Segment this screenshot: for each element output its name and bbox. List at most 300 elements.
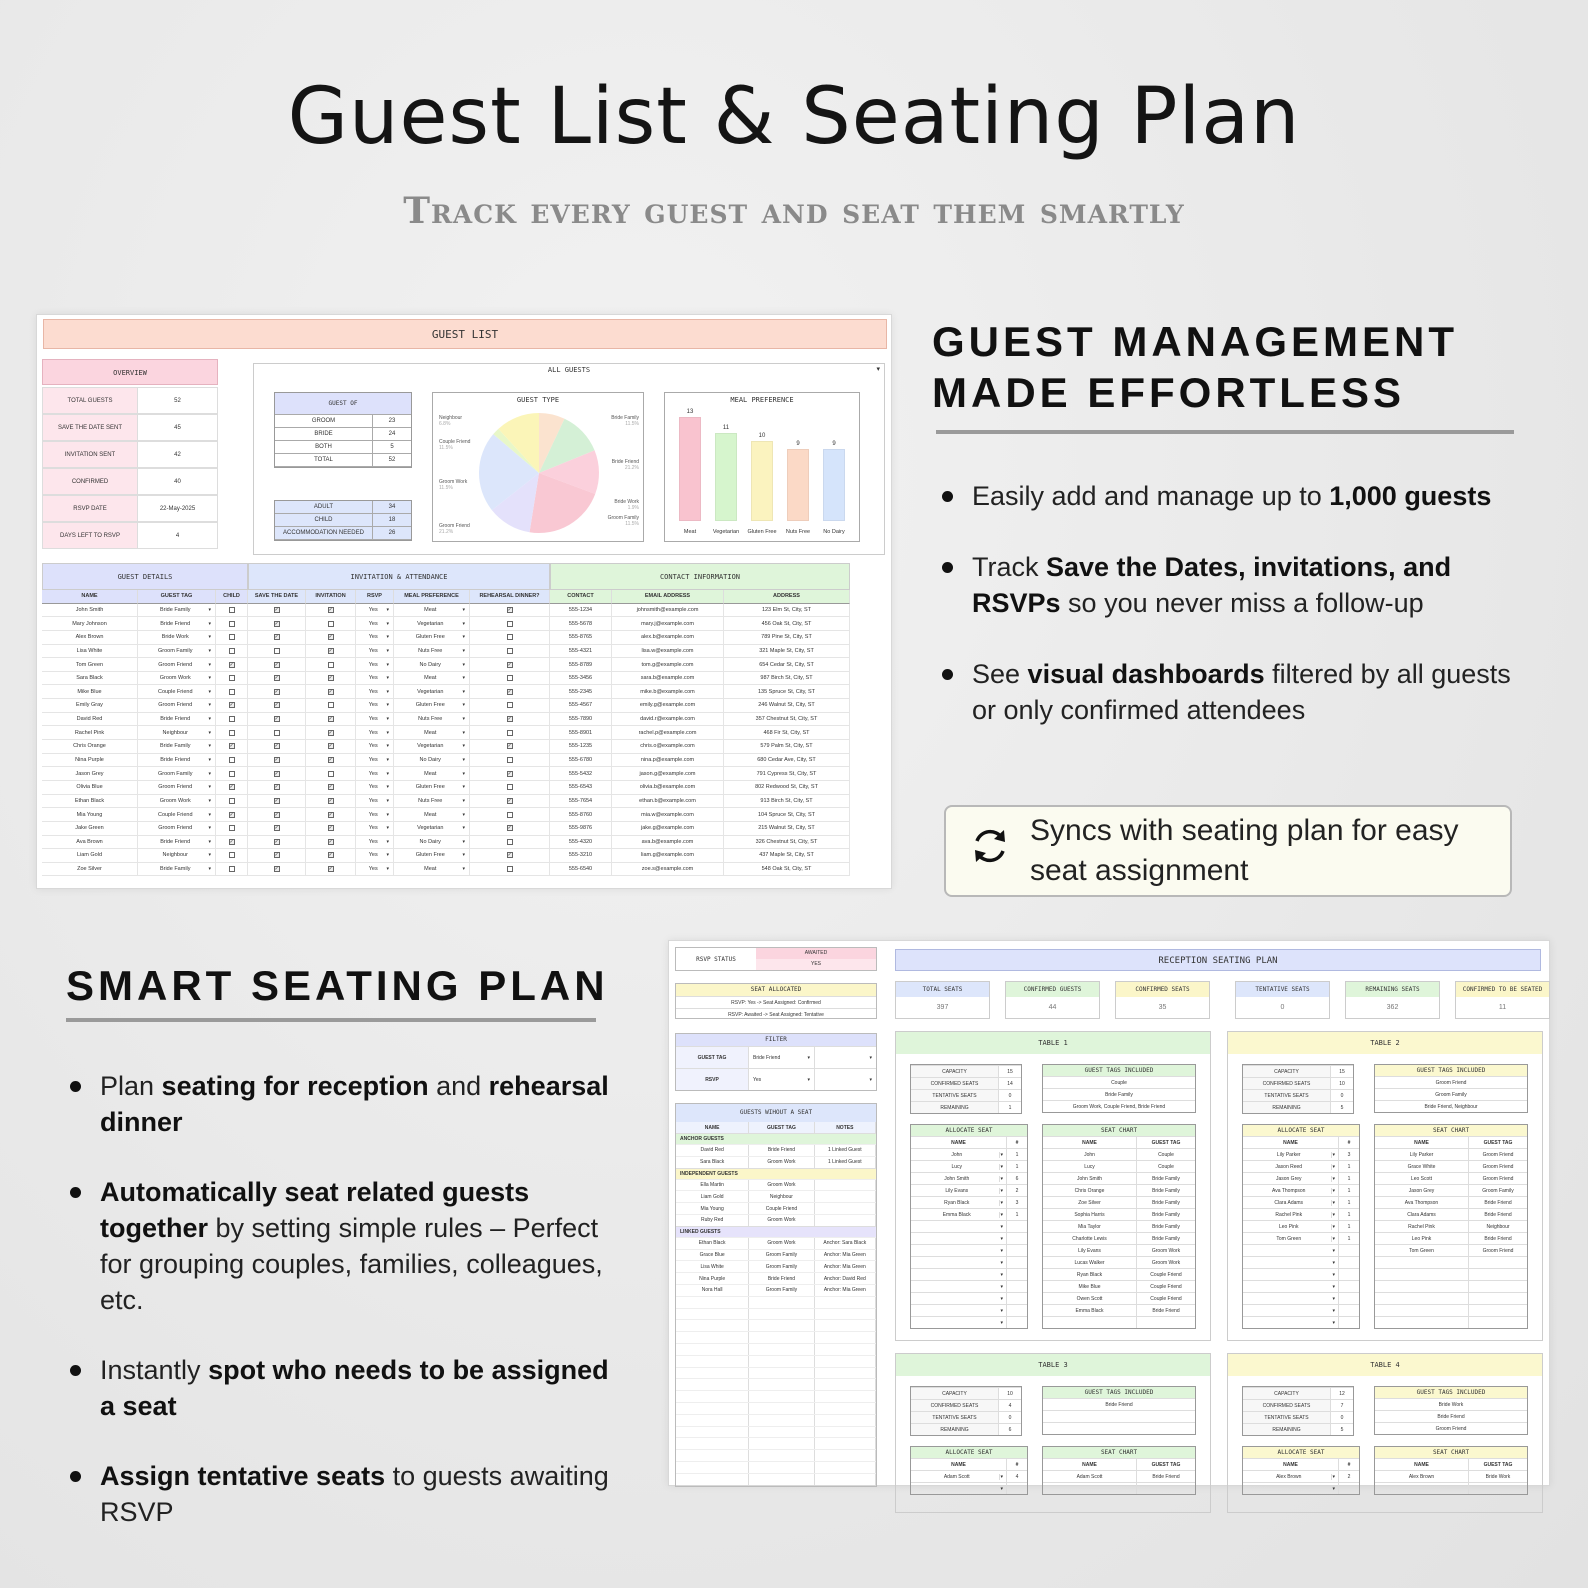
- checkbox[interactable]: [229, 866, 235, 872]
- checkbox[interactable]: [229, 607, 235, 613]
- ws-group-label: ANCHOR GUESTS: [676, 1133, 876, 1144]
- checkbox[interactable]: [507, 702, 513, 708]
- table-cell: Nina Purple: [42, 754, 138, 768]
- table-cell: [356, 740, 394, 754]
- checkbox[interactable]: [507, 621, 513, 627]
- checkbox[interactable]: ✓: [328, 675, 333, 682]
- allocate-row[interactable]: [911, 1244, 1027, 1256]
- dropdown-arrow-icon[interactable]: ▾: [208, 647, 211, 654]
- checkbox[interactable]: [507, 812, 513, 818]
- stat-label: TENTATIVE SEATS: [911, 1090, 999, 1101]
- kpi-label: CONFIRMED SEATS: [1116, 982, 1209, 997]
- allocate-col-num: #: [1347, 1139, 1351, 1146]
- allocate-row[interactable]: [911, 1304, 1027, 1316]
- checkbox[interactable]: ✓: [328, 852, 333, 859]
- checkbox[interactable]: [507, 839, 513, 845]
- dropdown-arrow-icon[interactable]: ▾: [462, 675, 465, 682]
- checkbox[interactable]: ✓: [274, 852, 279, 859]
- checkbox[interactable]: ✓: [229, 838, 234, 845]
- seat-chart-tag: Bride Work: [1485, 1473, 1511, 1480]
- dropdown-arrow-icon[interactable]: ▾: [386, 838, 389, 845]
- dropdown-arrow-icon[interactable]: ▾: [462, 784, 465, 791]
- checkbox[interactable]: [507, 866, 513, 872]
- allocate-row[interactable]: [911, 1172, 1027, 1184]
- dropdown-arrow-icon[interactable]: ▾: [462, 852, 465, 859]
- table-row[interactable]: [42, 863, 888, 877]
- guest-list-header: GUEST LIST: [43, 319, 887, 349]
- checkbox[interactable]: ✓: [274, 675, 279, 682]
- checkbox[interactable]: [328, 662, 334, 668]
- dropdown-arrow-icon[interactable]: ▾: [462, 620, 465, 627]
- dropdown-arrow-icon[interactable]: ▾: [462, 647, 465, 654]
- dropdown-arrow-icon[interactable]: ▾: [208, 675, 211, 682]
- column-group-header: INVITATION & ATTENDANCE: [248, 563, 550, 590]
- filter-select-secondary[interactable]: [814, 1047, 876, 1068]
- dropdown-arrow-icon[interactable]: ▾: [386, 606, 389, 613]
- dropdown-arrow-icon[interactable]: ▾: [462, 716, 465, 723]
- checkbox[interactable]: ✓: [274, 716, 279, 723]
- allocate-row[interactable]: [1243, 1160, 1359, 1172]
- stat-row: [911, 1065, 1021, 1077]
- dropdown-arrow-icon[interactable]: ▾: [876, 366, 880, 373]
- checkbox[interactable]: ✓: [507, 606, 512, 613]
- sync-callout-text: [1020, 811, 1459, 891]
- ws-empty-row: [676, 1319, 876, 1331]
- dropdown-arrow-icon[interactable]: ▾: [386, 675, 389, 682]
- dropdown-arrow-icon[interactable]: ▾: [208, 716, 211, 723]
- checkbox[interactable]: ✓: [328, 688, 333, 695]
- checkbox[interactable]: [507, 675, 513, 681]
- seat-chart-tag: Couple Friend: [1150, 1283, 1182, 1290]
- seat-chart-tag: Bride Family: [1152, 1199, 1180, 1206]
- filter-select[interactable]: [748, 1069, 814, 1090]
- seat-chart-row: [1375, 1482, 1527, 1494]
- table-row[interactable]: [42, 767, 888, 781]
- allocate-row[interactable]: [911, 1470, 1027, 1482]
- checkbox[interactable]: [507, 784, 513, 790]
- checkbox[interactable]: ✓: [229, 743, 234, 750]
- allocate-row[interactable]: [1243, 1184, 1359, 1196]
- allocate-name: [911, 1483, 1007, 1494]
- allocate-row[interactable]: [1243, 1244, 1359, 1256]
- dropdown-value: No Dairy: [419, 838, 441, 845]
- dropdown-arrow-icon[interactable]: ▾: [208, 852, 211, 859]
- checkbox[interactable]: ✓: [328, 743, 333, 750]
- allocate-name: [911, 1293, 1007, 1304]
- allocate-name-text: Lily Parker: [1246, 1152, 1332, 1158]
- stat-label: TENTATIVE SEATS: [911, 1412, 999, 1423]
- checkbox[interactable]: [229, 689, 235, 695]
- table-cell: 246 Walnut St, City, ST: [724, 699, 850, 713]
- checkbox[interactable]: [229, 621, 235, 627]
- dropdown-arrow-icon[interactable]: ▾: [462, 838, 465, 845]
- ws-row: [676, 1156, 876, 1168]
- table-cell: [216, 685, 248, 699]
- dropdown-arrow-icon[interactable]: ▾: [462, 606, 465, 613]
- seat-chart-name: [1375, 1257, 1469, 1268]
- table-row[interactable]: [42, 672, 888, 686]
- checkbox[interactable]: ✓: [274, 688, 279, 695]
- dropdown-arrow-icon[interactable]: ▾: [208, 784, 211, 791]
- allocate-row[interactable]: [911, 1256, 1027, 1268]
- checkbox[interactable]: ✓: [274, 702, 279, 709]
- allocate-row[interactable]: [1243, 1470, 1359, 1482]
- allocate-seat-title: ALLOCATE SEAT: [911, 1125, 1027, 1136]
- ws-cell: [815, 1356, 876, 1367]
- table-row[interactable]: [42, 645, 888, 659]
- pie-label: [439, 439, 495, 451]
- dropdown-arrow-icon[interactable]: ▾: [462, 729, 465, 736]
- checkbox[interactable]: [274, 648, 280, 654]
- dropdown-arrow-icon: ▾: [1332, 1223, 1335, 1230]
- dropdown-arrow-icon[interactable]: ▾: [386, 797, 389, 804]
- allocate-row[interactable]: [1243, 1148, 1359, 1160]
- table-cell: 357 Chestnut St, City, ST: [724, 713, 850, 727]
- allocate-row[interactable]: [911, 1292, 1027, 1304]
- table-cell: 987 Birch St, City, ST: [724, 672, 850, 686]
- dropdown-value: Gluten Free: [415, 702, 445, 709]
- allocate-row[interactable]: [911, 1148, 1027, 1160]
- checkbox[interactable]: [229, 675, 235, 681]
- allocate-row[interactable]: [1243, 1208, 1359, 1220]
- table-row[interactable]: [42, 808, 888, 822]
- checkbox[interactable]: [229, 716, 235, 722]
- checkbox[interactable]: ✓: [274, 770, 279, 777]
- checkbox[interactable]: [229, 771, 235, 777]
- dropdown-arrow-icon[interactable]: ▾: [462, 797, 465, 804]
- dropdown-arrow-icon[interactable]: ▾: [208, 757, 211, 763]
- dropdown-arrow-icon[interactable]: ▾: [462, 757, 465, 763]
- checkbox[interactable]: ✓: [328, 647, 333, 654]
- dropdown-arrow-icon[interactable]: ▾: [386, 757, 389, 763]
- checkbox[interactable]: ✓: [229, 784, 234, 791]
- checkbox[interactable]: ✓: [328, 838, 333, 845]
- checkbox[interactable]: ✓: [328, 729, 333, 736]
- checkbox[interactable]: [229, 798, 235, 804]
- dropdown-arrow-icon[interactable]: ▾: [462, 770, 465, 777]
- checkbox[interactable]: [229, 852, 235, 858]
- dropdown-arrow-icon[interactable]: ▾: [208, 661, 211, 668]
- dropdown-arrow-icon[interactable]: ▾: [386, 661, 389, 668]
- dropdown-arrow-icon[interactable]: ▾: [208, 770, 211, 777]
- checkbox[interactable]: ✓: [507, 825, 512, 832]
- checkbox[interactable]: ✓: [274, 606, 279, 613]
- checkbox[interactable]: ✓: [328, 606, 333, 613]
- kpi-value: 397: [936, 1004, 949, 1011]
- checkbox[interactable]: ✓: [328, 634, 333, 641]
- dropdown-arrow-icon[interactable]: ▾: [386, 743, 389, 750]
- checkbox[interactable]: ✓: [328, 716, 333, 723]
- checkbox[interactable]: ✓: [328, 866, 333, 873]
- ws-row: [676, 1144, 876, 1156]
- allocate-row[interactable]: [1243, 1172, 1359, 1184]
- allocate-row[interactable]: [911, 1160, 1027, 1172]
- dropdown-arrow-icon[interactable]: ▾: [208, 838, 211, 845]
- checkbox[interactable]: [274, 730, 280, 736]
- table-cell: 555-8760: [550, 808, 612, 822]
- dropdown-arrow-icon[interactable]: ▾: [386, 647, 389, 654]
- dropdown-arrow-icon: ▾: [869, 1076, 872, 1083]
- stat-label: CAPACITY: [1243, 1066, 1331, 1077]
- allocate-row[interactable]: [911, 1316, 1027, 1328]
- dropdown-value: Meat: [424, 606, 437, 613]
- meal-bar-value: 10: [758, 433, 766, 439]
- table-row[interactable]: [42, 781, 888, 795]
- table-row[interactable]: [42, 617, 888, 631]
- checkbox[interactable]: [229, 757, 235, 763]
- ws-cell: [815, 1379, 876, 1390]
- dropdown-arrow-icon[interactable]: ▾: [386, 702, 389, 709]
- filter-select[interactable]: [748, 1047, 814, 1068]
- checkbox[interactable]: ✓: [507, 688, 512, 695]
- table-cell: [470, 631, 550, 645]
- pie-label: [583, 515, 639, 527]
- allocate-row[interactable]: [1243, 1220, 1359, 1232]
- dropdown-arrow-icon[interactable]: ▾: [462, 743, 465, 750]
- checkbox[interactable]: [229, 825, 235, 831]
- checkbox[interactable]: ✓: [274, 825, 279, 832]
- checkbox[interactable]: ✓: [229, 661, 234, 668]
- checkbox[interactable]: ✓: [328, 797, 333, 804]
- guest-of-row-label: GROOM: [275, 415, 373, 427]
- ws-cell: [749, 1403, 814, 1414]
- allocate-name-text: Jason Grey: [1246, 1176, 1332, 1182]
- table-row[interactable]: [42, 849, 888, 863]
- table-cell: [138, 672, 216, 686]
- table-cell: [470, 699, 550, 713]
- dropdown-arrow-icon[interactable]: ▾: [386, 620, 389, 627]
- dropdown-arrow-icon[interactable]: ▾: [386, 716, 389, 723]
- dropdown-arrow-icon[interactable]: ▾: [386, 729, 389, 736]
- dropdown-value: Vegetarian: [417, 825, 444, 832]
- checkbox[interactable]: [507, 757, 513, 763]
- allocate-row[interactable]: [911, 1482, 1027, 1494]
- table-row[interactable]: [42, 699, 888, 713]
- dropdown-arrow-icon[interactable]: ▾: [462, 661, 465, 668]
- bullet-bold-text: seating for reception: [161, 1071, 429, 1101]
- allocate-count: [1339, 1483, 1359, 1494]
- table-cell: 555-4567: [550, 699, 612, 713]
- table-row[interactable]: [42, 754, 888, 768]
- ws-cell: [749, 1427, 814, 1438]
- checkbox[interactable]: [229, 730, 235, 736]
- dropdown-arrow-icon[interactable]: ▾: [462, 825, 465, 832]
- table-cell: [356, 645, 394, 659]
- ws-cell: [749, 1391, 814, 1402]
- allocate-row[interactable]: [911, 1220, 1027, 1232]
- dropdown-arrow-icon[interactable]: ▾: [386, 634, 389, 641]
- table-row[interactable]: [42, 713, 888, 727]
- stat-row: [911, 1399, 1021, 1411]
- allocate-row[interactable]: [1243, 1232, 1359, 1244]
- table-cell: olivia.b@example.com: [612, 781, 724, 795]
- allocate-row[interactable]: [1243, 1196, 1359, 1208]
- table-cell: [394, 836, 470, 850]
- dropdown-value: Yes: [368, 729, 378, 736]
- ws-row: [676, 1260, 876, 1272]
- checkbox[interactable]: ✓: [507, 852, 512, 859]
- checkbox[interactable]: [328, 702, 334, 708]
- checkbox[interactable]: [507, 648, 513, 654]
- dropdown-arrow-icon[interactable]: ▾: [386, 688, 389, 695]
- checkbox[interactable]: ✓: [229, 811, 234, 818]
- overview-label: TOTAL GUESTS: [43, 388, 138, 413]
- seat-chart-tag: Bride Friend: [1152, 1307, 1180, 1314]
- seat-chart-header: [1043, 1458, 1195, 1470]
- ws-column-header: GUEST TAG: [749, 1122, 814, 1133]
- table-row[interactable]: [42, 740, 888, 754]
- allocate-row[interactable]: [911, 1184, 1027, 1196]
- dropdown-arrow-icon[interactable]: ▾: [208, 620, 211, 627]
- allocate-row[interactable]: [1243, 1304, 1359, 1316]
- checkbox[interactable]: [507, 730, 513, 736]
- dropdown-arrow-icon[interactable]: ▾: [208, 606, 211, 613]
- allocate-row[interactable]: [911, 1268, 1027, 1280]
- dropdown-arrow-icon[interactable]: ▾: [462, 866, 465, 873]
- dropdown-arrow-icon[interactable]: ▾: [386, 811, 389, 818]
- checkbox[interactable]: ✓: [507, 661, 512, 668]
- checkbox[interactable]: ✓: [274, 757, 279, 763]
- table-cell: Alex Brown: [42, 631, 138, 645]
- dropdown-arrow-icon[interactable]: ▾: [386, 770, 389, 777]
- checkbox[interactable]: ✓: [274, 811, 279, 818]
- allocate-row[interactable]: [911, 1280, 1027, 1292]
- sync-text-line2: seat assignment: [1030, 854, 1249, 887]
- table-cell: emily.g@example.com: [612, 699, 724, 713]
- table-cell: [394, 645, 470, 659]
- checkbox[interactable]: ✓: [507, 770, 512, 777]
- allocate-name: [911, 1233, 1007, 1244]
- allocate-count: [1339, 1245, 1359, 1256]
- table-row[interactable]: [42, 836, 888, 850]
- table-cell: [394, 754, 470, 768]
- allocate-row[interactable]: [911, 1196, 1027, 1208]
- dropdown-value: Bride Friend: [160, 757, 191, 763]
- dropdown-arrow-icon[interactable]: ▾: [208, 811, 211, 818]
- seat-chart-name: Lucy: [1043, 1161, 1137, 1172]
- dropdown-arrow-icon[interactable]: ▾: [386, 784, 389, 791]
- table-cell: ethan.b@example.com: [612, 795, 724, 809]
- table-row[interactable]: [42, 604, 888, 618]
- dropdown-arrow-icon[interactable]: ▾: [208, 866, 211, 873]
- checkbox[interactable]: ✓: [229, 702, 234, 709]
- checkbox[interactable]: [328, 771, 334, 777]
- dropdown-arrow-icon[interactable]: ▾: [208, 729, 211, 736]
- checkbox[interactable]: ✓: [328, 784, 333, 791]
- dropdown-arrow-icon[interactable]: ▾: [208, 634, 211, 641]
- checkbox[interactable]: ✓: [328, 757, 333, 763]
- ws-cell: [815, 1332, 876, 1343]
- allocate-count: 1: [1347, 1211, 1351, 1218]
- checkbox[interactable]: ✓: [274, 620, 279, 627]
- dropdown-arrow-icon[interactable]: ▾: [208, 797, 211, 804]
- seat-chart-row: [1375, 1316, 1527, 1328]
- checkbox[interactable]: ✓: [274, 661, 279, 668]
- allocate-row[interactable]: [1243, 1292, 1359, 1304]
- table-row[interactable]: [42, 658, 888, 672]
- allocate-row[interactable]: [1243, 1268, 1359, 1280]
- table-row[interactable]: [42, 822, 888, 836]
- table-cell: Jason Grey: [42, 767, 138, 781]
- checkbox[interactable]: ✓: [274, 866, 279, 873]
- dropdown-arrow-icon[interactable]: ▾: [386, 852, 389, 859]
- checkbox[interactable]: ✓: [274, 784, 279, 791]
- dropdown-arrow-icon[interactable]: ▾: [208, 825, 211, 832]
- allocate-row[interactable]: [1243, 1316, 1359, 1328]
- checkbox[interactable]: ✓: [274, 743, 279, 750]
- table-cell: [138, 740, 216, 754]
- dropdown-arrow-icon[interactable]: ▾: [208, 688, 211, 695]
- allocate-col-name: NAME: [911, 1459, 1007, 1470]
- checkbox[interactable]: ✓: [274, 797, 279, 804]
- checkbox[interactable]: [328, 621, 334, 627]
- allocate-count: [1007, 1233, 1027, 1244]
- table-cell: 555-5432: [550, 767, 612, 781]
- table-cell: [138, 781, 216, 795]
- meal-bar-label: Vegetarian: [712, 529, 740, 535]
- ws-empty-row: [676, 1367, 876, 1379]
- checkbox[interactable]: ✓: [328, 811, 333, 818]
- ws-cell: [676, 1450, 749, 1461]
- table-row[interactable]: [42, 631, 888, 645]
- checkbox[interactable]: ✓: [507, 797, 512, 804]
- stat-label: CAPACITY: [911, 1388, 999, 1399]
- checkbox[interactable]: ✓: [507, 743, 512, 750]
- table-row[interactable]: [42, 685, 888, 699]
- dropdown-arrow-icon[interactable]: ▾: [462, 634, 465, 641]
- allocate-row[interactable]: [1243, 1482, 1359, 1494]
- seat-chart-name: Rachel Pink: [1375, 1221, 1469, 1232]
- checkbox[interactable]: [507, 634, 513, 640]
- overview-row: [42, 522, 218, 549]
- table-row[interactable]: [42, 795, 888, 809]
- allocate-name: [911, 1257, 1007, 1268]
- ws-cell: [815, 1462, 876, 1473]
- dropdown-arrow-icon[interactable]: ▾: [462, 811, 465, 818]
- checkbox[interactable]: ✓: [274, 838, 279, 845]
- ws-cell: [749, 1379, 814, 1390]
- dropdown-arrow-icon[interactable]: ▾: [386, 866, 389, 873]
- ws-cell: Sara Black: [676, 1157, 749, 1168]
- table-row[interactable]: [42, 726, 888, 740]
- dropdown-value: Meat: [424, 729, 437, 736]
- checkbox[interactable]: ✓: [274, 634, 279, 641]
- filter-select-secondary[interactable]: [814, 1069, 876, 1090]
- ws-cell: Nora Hall: [676, 1285, 749, 1296]
- dropdown-value: Yes: [368, 702, 378, 709]
- dropdown-arrow-icon[interactable]: ▾: [462, 702, 465, 709]
- allocate-row[interactable]: [911, 1208, 1027, 1220]
- allocate-count: [1007, 1221, 1027, 1232]
- checkbox[interactable]: ✓: [507, 716, 512, 723]
- allocate-row[interactable]: [1243, 1280, 1359, 1292]
- checkbox[interactable]: [229, 634, 235, 640]
- allocate-row[interactable]: [1243, 1256, 1359, 1268]
- all-guests-dashboard: [253, 363, 885, 555]
- dropdown-arrow-icon[interactable]: ▾: [208, 743, 211, 750]
- dropdown-arrow-icon[interactable]: ▾: [208, 702, 211, 709]
- table-cell: mary.j@example.com: [612, 617, 724, 631]
- checkbox[interactable]: ✓: [328, 825, 333, 832]
- table-cell: [248, 849, 306, 863]
- guest-tag-row: [1043, 1422, 1195, 1434]
- allocate-row[interactable]: [911, 1232, 1027, 1244]
- dropdown-value: Yes: [368, 825, 378, 832]
- checkbox[interactable]: [229, 648, 235, 654]
- dropdown-arrow-icon[interactable]: ▾: [462, 688, 465, 695]
- dropdown-arrow-icon[interactable]: ▾: [386, 825, 389, 832]
- allocate-count: 1: [1015, 1151, 1019, 1158]
